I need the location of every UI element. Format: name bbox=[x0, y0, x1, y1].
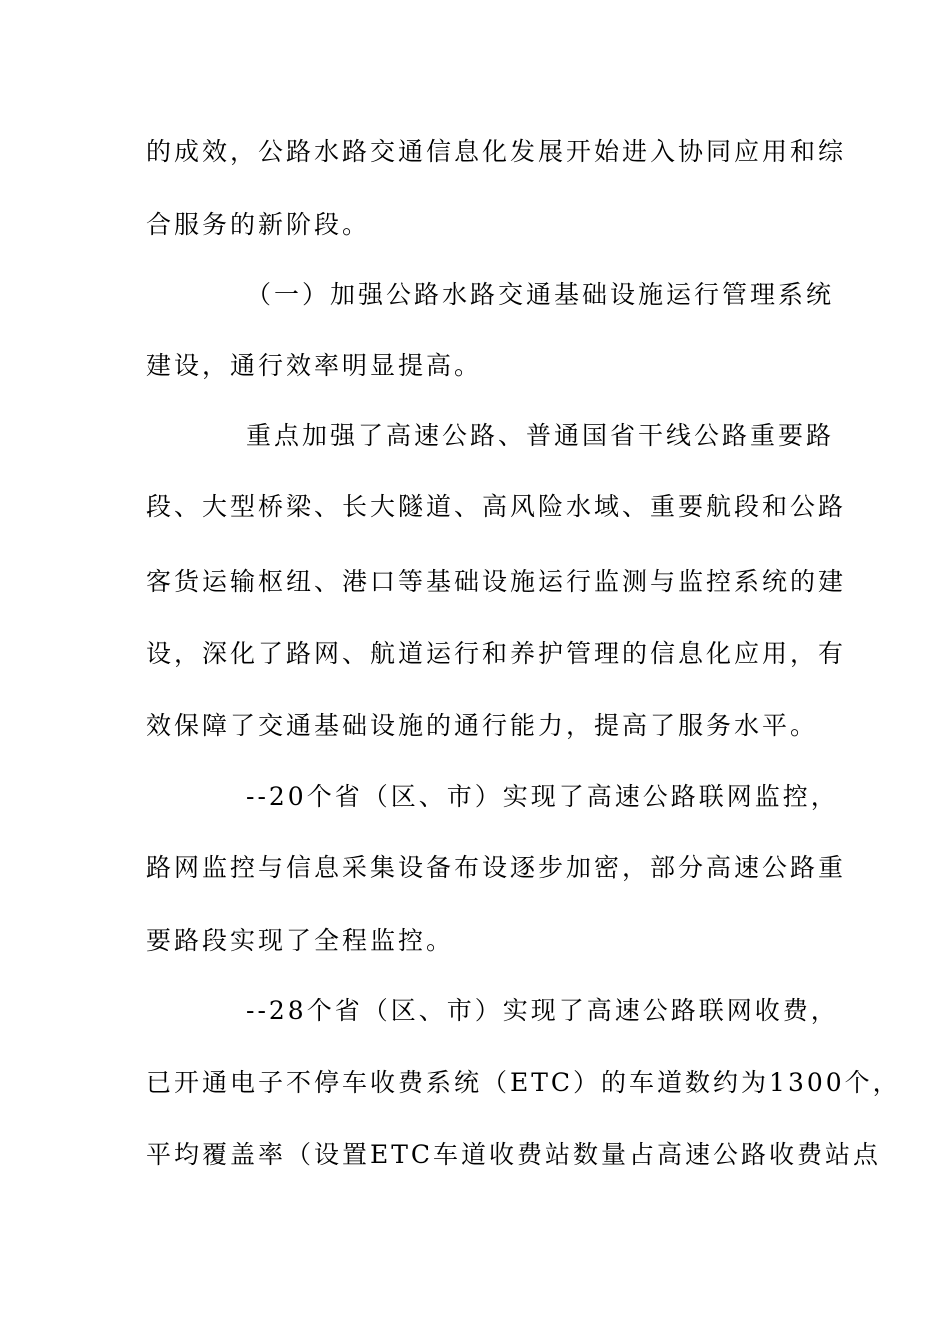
paragraph-line: 段、大型桥梁、长大隧道、高风险水域、重要航段和公路 bbox=[146, 492, 847, 521]
paragraph-line: 的成效，公路水路交通信息化发展开始进入协同应用和综 bbox=[146, 137, 847, 166]
list-item-line: 平均覆盖率（设置ETC车道收费站数量占高速公路收费站点 bbox=[146, 1140, 882, 1169]
list-item-line: --20个省（区、市）实现了高速公路联网监控， bbox=[246, 782, 839, 811]
section-heading-line: （一）加强公路水路交通基础设施运行管理系统 bbox=[246, 280, 835, 309]
paragraph-line: 客货运输枢纽、港口等基础设施运行监测与监控系统的建 bbox=[146, 567, 847, 596]
list-item-line: 已开通电子不停车收费系统（ETC）的车道数约为1300个， bbox=[146, 1068, 901, 1097]
paragraph-line: 设，深化了路网、航道运行和养护管理的信息化应用，有 bbox=[146, 639, 847, 668]
section-heading-line: 建设，通行效率明显提高。 bbox=[146, 351, 483, 380]
paragraph-line: 合服务的新阶段。 bbox=[146, 210, 371, 239]
list-item-line: --28个省（区、市）实现了高速公路联网收费， bbox=[246, 996, 839, 1025]
paragraph-line: 效保障了交通基础设施的通行能力，提高了服务水平。 bbox=[146, 711, 819, 740]
paragraph-line: 重点加强了高速公路、普通国省干线公路重要路 bbox=[246, 421, 835, 450]
list-item-line: 要路段实现了全程监控。 bbox=[146, 926, 455, 955]
list-item-line: 路网监控与信息采集设备布设逐步加密，部分高速公路重 bbox=[146, 853, 847, 882]
